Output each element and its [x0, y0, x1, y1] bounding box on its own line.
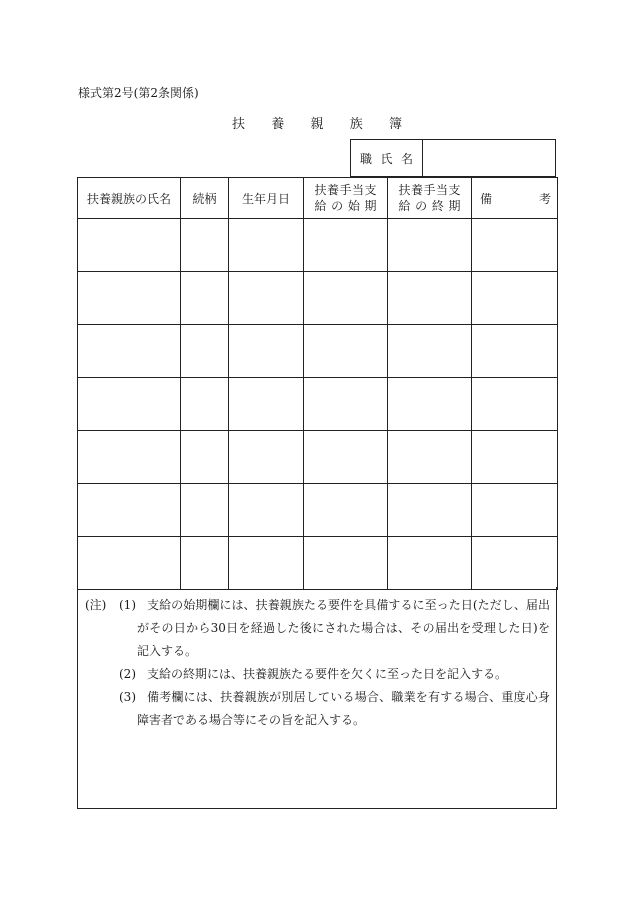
- column-header-remarks: [472, 178, 558, 219]
- table-row: [78, 378, 558, 431]
- note-number: (2): [119, 667, 136, 681]
- cell-relation[interactable]: [181, 431, 229, 484]
- cell-name[interactable]: [78, 325, 181, 378]
- header-char: 手: [423, 183, 436, 197]
- cell-start[interactable]: [304, 537, 388, 590]
- table-row: [78, 431, 558, 484]
- cell-start[interactable]: [304, 272, 388, 325]
- cell-name[interactable]: [78, 431, 181, 484]
- header-char: 支: [364, 183, 377, 197]
- column-header-name: 扶養親族の氏名: [78, 178, 181, 219]
- header-char: の: [331, 199, 344, 213]
- cell-start[interactable]: [304, 484, 388, 537]
- cell-remarks[interactable]: [472, 325, 558, 378]
- cell-end[interactable]: [388, 325, 472, 378]
- note-item: [78, 663, 556, 686]
- label-char: 氏: [380, 151, 393, 166]
- document-title: [232, 113, 402, 132]
- title-char: 養: [271, 117, 285, 132]
- header-char: 終: [431, 199, 444, 213]
- table-row: [78, 272, 558, 325]
- cell-end[interactable]: [388, 378, 472, 431]
- official-name-label: [351, 140, 423, 176]
- header-char: 給: [314, 199, 327, 213]
- label-char: 職: [360, 151, 373, 166]
- cell-relation[interactable]: [181, 484, 229, 537]
- note-text: 支給の終期には、扶養親族たる要件を欠くに至った日を記入する。: [147, 667, 508, 681]
- cell-birthdate[interactable]: [229, 537, 304, 590]
- column-header-birthdate: 生年月日: [229, 178, 304, 219]
- cell-name[interactable]: [78, 219, 181, 272]
- header-char: 期: [448, 199, 461, 213]
- header-char: 養: [410, 183, 423, 197]
- dependents-table: [77, 177, 558, 590]
- notes-section: [77, 587, 557, 809]
- table-row: [78, 325, 558, 378]
- label-char: 名: [400, 151, 413, 166]
- title-char: 簿: [388, 117, 402, 132]
- column-header-relation: 続柄: [181, 178, 229, 219]
- cell-end[interactable]: [388, 219, 472, 272]
- note-text: 備考欄には、扶養親族が別居している場合、職業を有する場合、重度心身障害者である場合等にその旨を記入する。: [137, 690, 550, 727]
- cell-relation[interactable]: [181, 272, 229, 325]
- note-prefix: (注): [85, 598, 107, 612]
- cell-birthdate[interactable]: [229, 325, 304, 378]
- header-char: 考: [538, 191, 551, 206]
- note-number: (3): [119, 690, 136, 704]
- cell-name[interactable]: [78, 537, 181, 590]
- cell-birthdate[interactable]: [229, 219, 304, 272]
- note-item: [78, 594, 556, 663]
- cell-start[interactable]: [304, 325, 388, 378]
- cell-end[interactable]: [388, 431, 472, 484]
- cell-name[interactable]: [78, 378, 181, 431]
- cell-start[interactable]: [304, 378, 388, 431]
- cell-remarks[interactable]: [472, 378, 558, 431]
- header-char: 備: [480, 191, 493, 206]
- cell-start[interactable]: [304, 219, 388, 272]
- cell-end[interactable]: [388, 272, 472, 325]
- cell-remarks[interactable]: [472, 537, 558, 590]
- column-header-end: [388, 178, 472, 219]
- header-char: 給: [398, 199, 411, 213]
- cell-remarks[interactable]: [472, 219, 558, 272]
- note-text: 支給の始期欄には、扶養親族たる要件を具備するに至った日(ただし、届出がその日から30日を経過した後にされた場合は、その届出を受理した日)を記入する。: [137, 598, 550, 658]
- table-row: [78, 484, 558, 537]
- cell-birthdate[interactable]: [229, 431, 304, 484]
- cell-birthdate[interactable]: [229, 272, 304, 325]
- table-row: [78, 537, 558, 590]
- cell-relation[interactable]: [181, 378, 229, 431]
- cell-end[interactable]: [388, 484, 472, 537]
- header-char: 扶: [398, 183, 411, 197]
- cell-remarks[interactable]: [472, 431, 558, 484]
- cell-relation[interactable]: [181, 537, 229, 590]
- header-char: の: [415, 199, 428, 213]
- cell-end[interactable]: [388, 537, 472, 590]
- note-number: (1): [119, 598, 136, 612]
- cell-remarks[interactable]: [472, 272, 558, 325]
- cell-birthdate[interactable]: [229, 378, 304, 431]
- title-char: 親: [310, 117, 324, 132]
- official-name-field[interactable]: [423, 140, 555, 176]
- note-item: [78, 686, 556, 732]
- cell-relation[interactable]: [181, 325, 229, 378]
- official-name-box: [350, 139, 556, 177]
- header-char: 扶: [314, 183, 327, 197]
- header-row: [78, 178, 558, 219]
- title-char: 族: [349, 117, 363, 132]
- title-char: 扶: [232, 117, 246, 132]
- cell-start[interactable]: [304, 431, 388, 484]
- header-char: 期: [364, 199, 377, 213]
- header-char: 始: [347, 199, 360, 213]
- header-char: 当: [435, 183, 448, 197]
- cell-remarks[interactable]: [472, 484, 558, 537]
- column-header-start: [304, 178, 388, 219]
- form-number: 様式第2号(第2条関係): [78, 86, 199, 100]
- table-row: [78, 219, 558, 272]
- header-char: 支: [448, 183, 461, 197]
- cell-name[interactable]: [78, 484, 181, 537]
- cell-name[interactable]: [78, 272, 181, 325]
- cell-relation[interactable]: [181, 219, 229, 272]
- cell-birthdate[interactable]: [229, 484, 304, 537]
- header-char: 当: [351, 183, 364, 197]
- header-char: 手: [339, 183, 352, 197]
- header-char: 養: [326, 183, 339, 197]
